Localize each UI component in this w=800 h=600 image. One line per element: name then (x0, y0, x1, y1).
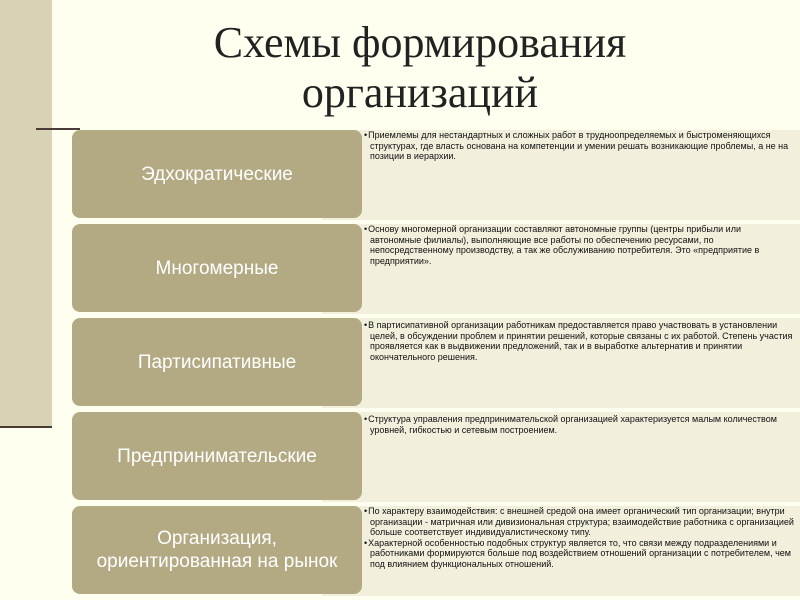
row-label-box: Предпринимательские (72, 412, 362, 500)
left-decor-bar (0, 0, 52, 428)
row-adhocratic (72, 130, 800, 220)
desc-item: • Основу многомерной организации составляют автономные группы (центры прибыли или автономные филиалы), выполняющие все работы по обеспечению ресурсами, по непосредственному производству, а так же обслуживанию потребителя. Это «предприятие в предприятии». (364, 224, 794, 266)
row-label-box: Партисипативные (72, 318, 362, 406)
row-market-oriented (72, 506, 800, 596)
desc-item: • Структура управления предпринимательской организацией характеризуется малым количеством уровней, гибкостью и сетевым построением. (364, 414, 794, 435)
desc-item: • Характерной особенностью подобных структур является то, что связи между подразделениями и работниками формируются больше под воздействием отношений организации с потребителем, чем под влиянием функциональных отношений. (364, 538, 794, 570)
row-description (364, 506, 794, 570)
desc-item: • В партисипативной организации работникам предоставляется право участвовать в установлении целей, в обсуждении проблем и принятии решений, которые связаны с их работой. Степень участия проявляется как в выдвижении предложений, так и в выработке альтернатив и принятии окончательного решения. (364, 320, 794, 362)
row-description (364, 130, 794, 162)
row-multidimensional (72, 224, 800, 314)
row-label-box: Эдхократические (72, 130, 362, 218)
desc-item: • По характеру взаимодействия: с внешней средой она имеет органический тип организации; внутри организации - матричная или дивизиональная структура; взаимодействие работника с организацией больше соответствует индивидуалистическому типу. (364, 506, 794, 538)
row-label-box: Многомерные (72, 224, 362, 312)
row-description (364, 224, 794, 266)
desc-item: • Приемлемы для нестандартных и сложных работ в трудноопределяемых и быстроменяющихся структурах, где власть основана на компетенции и умении решать возникающие проблемы, а не на позиции в иерархии. (364, 130, 794, 162)
left-decor-line (0, 426, 52, 428)
row-description (364, 320, 794, 362)
row-label-box: Организация, ориентированная на рынок (72, 506, 362, 594)
row-entrepreneurial (72, 412, 800, 502)
page-title: Схемы формирования организаций (213, 18, 627, 117)
row-description (364, 414, 794, 435)
row-participative (72, 318, 800, 408)
